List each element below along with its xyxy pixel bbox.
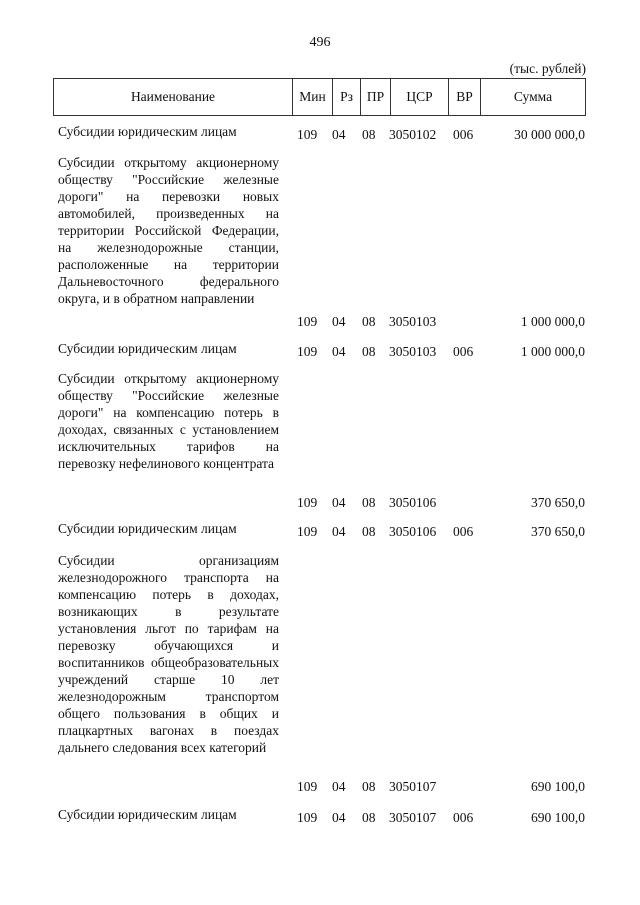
row-rz: 04 — [332, 314, 346, 329]
row-sum: 370 650,0 — [531, 524, 585, 539]
row-rz: 04 — [332, 127, 346, 142]
row-rz: 04 — [332, 810, 346, 825]
table-header — [53, 78, 586, 116]
row-pr: 08 — [362, 344, 376, 359]
row-name: Субсидии юридическим лицам — [58, 807, 237, 822]
row-name: Субсидии организациям железнодорожного транспорта на компенсацию потерь в доходах, возникающих в результате установления льгот по тарифам на перевозку обучающихся и воспитанников общеобразовательных учреждений старше 10 лет железнодорожным транспортом общего пользования в общих и плацкартных вагонах в поездах дальнего следования всех категорий — [58, 553, 279, 755]
header-vr: ВР — [448, 79, 480, 115]
row-name: Субсидии юридическим лицам — [58, 521, 237, 536]
units-label: (тыс. рублей) — [509, 61, 586, 76]
row-min: 109 — [297, 524, 318, 539]
row-pr: 08 — [362, 779, 376, 794]
row-sum: 370 650,0 — [531, 495, 585, 510]
row-name: Субсидии открытому акционерному обществу "Российские железные дороги" на компенсацию потерь в доходах, связанных с установлением исключительных тарифов на перевозку нефелинового концентрата — [58, 371, 279, 471]
row-min: 109 — [297, 810, 318, 825]
row-pr: 08 — [362, 495, 376, 510]
row-csr: 3050102 — [389, 127, 437, 142]
row-csr: 3050103 — [389, 344, 437, 359]
row-pr: 08 — [362, 314, 376, 329]
header-name: Наименование — [130, 89, 216, 104]
row-rz: 04 — [332, 524, 346, 539]
row-sum: 690 100,0 — [531, 779, 585, 794]
row-min: 109 — [297, 344, 318, 359]
row-vr: 006 — [453, 344, 474, 359]
row-rz: 04 — [332, 779, 346, 794]
row-pr: 08 — [362, 810, 376, 825]
row-vr: 006 — [453, 524, 474, 539]
row-csr: 3050103 — [389, 314, 437, 329]
row-pr: 08 — [362, 127, 376, 142]
row-sum: 1 000 000,0 — [520, 344, 585, 359]
row-vr: 006 — [453, 127, 474, 142]
row-csr: 3050107 — [389, 779, 437, 794]
header-rz: Рз — [332, 79, 360, 115]
row-vr: 006 — [453, 810, 474, 825]
page-number: 496 — [309, 35, 331, 50]
row-pr: 08 — [362, 524, 376, 539]
row-sum: 690 100,0 — [531, 810, 585, 825]
row-sum: 1 000 000,0 — [520, 314, 585, 329]
row-name: Субсидии юридическим лицам — [58, 124, 237, 139]
row-min: 109 — [297, 779, 318, 794]
row-name: Субсидии юридическим лицам — [58, 341, 237, 356]
header-csr: ЦСР — [390, 79, 448, 115]
row-min: 109 — [297, 495, 318, 510]
row-rz: 04 — [332, 495, 346, 510]
header-sum: Сумма — [480, 79, 585, 115]
row-min: 109 — [297, 314, 318, 329]
header-min: Мин — [292, 79, 332, 115]
row-rz: 04 — [332, 344, 346, 359]
row-min: 109 — [297, 127, 318, 142]
header-pr: ПР — [360, 79, 390, 115]
row-sum: 30 000 000,0 — [514, 127, 585, 142]
row-csr: 3050106 — [389, 524, 437, 539]
row-csr: 3050107 — [389, 810, 437, 825]
row-name: Субсидии открытому акционерному обществу "Российские железные дороги" на перевозки новых автомобилей, произведенных на территории Российской Федерации, на железнодорожные станции, расположенные на территории Дальневосточного федерального округа, и в обратном направлении — [58, 155, 279, 306]
row-csr: 3050106 — [389, 495, 437, 510]
